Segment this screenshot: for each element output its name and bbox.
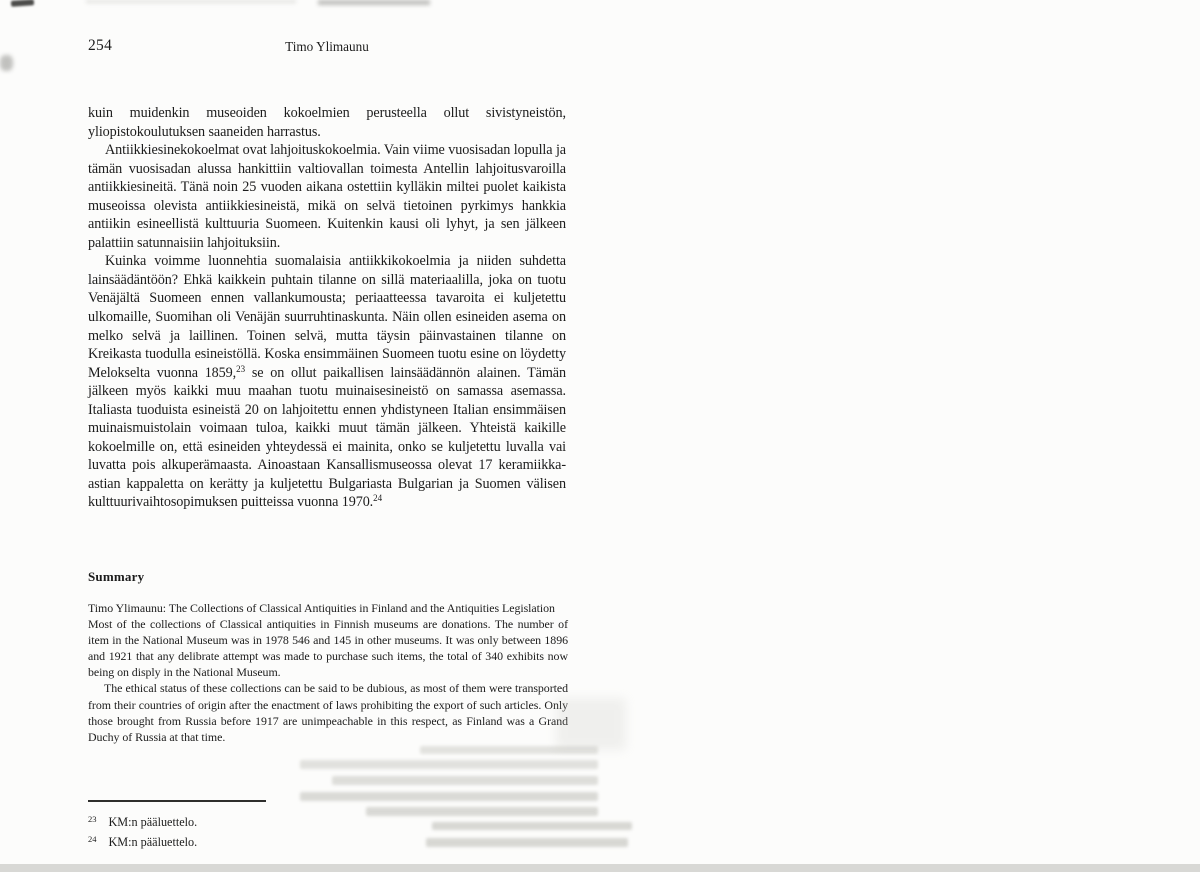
footnote-text: KM:n pääluettelo. bbox=[108, 815, 198, 829]
footnote bbox=[88, 811, 508, 831]
footnote-marker: 24 bbox=[88, 834, 97, 845]
footnote-text: KM:n pääluettelo. bbox=[108, 835, 198, 850]
paragraph-segment: Kuinka voimme luonnehtia suomalaisia antiikkikokoelmia ja niiden suhdetta lainsäädäntöön? Ehkä kaikkein puhtain tilanne on sillä materiaalilla, joka on tuotu Venäjältä Suomeen ennen vallankumousta; periaatteessa tavaroita ei kuljetettu ulkomaille, Suomihan oli Venäjän suurruhtinaskunta. Näin ollen esineiden asema on melko selvä ja laillinen. Toinen selvä, mutta täysin päinvastainen tilanne on Kreikasta tuodulla esineistöllä. Koska ensimmäinen Suomeen tuotu esine on löydetty Melokselta vuonna 1859, bbox=[88, 253, 566, 381]
summary-paragraph: Most of the collections of Classical antiquities in Finnish museums are donations. The number of item in the National Museum was in 1978 546 and 145 in other museums. It was only between 1896 and 1921 that any delibrate attempt was made to purchase such items, the total of 340 exhibits now being on disply in the National Museum. bbox=[88, 617, 568, 680]
summary-section bbox=[88, 600, 568, 745]
footnotes bbox=[88, 811, 508, 851]
scan-smudge bbox=[11, 0, 34, 7]
body-text bbox=[88, 104, 566, 512]
scan-smudge bbox=[318, 0, 430, 5]
paragraph-continuation: kuin muidenkin museoiden kokoelmien perusteella ollut sivistyneistön, yliopistokoulutuksen saaneiden harrastus. bbox=[88, 105, 566, 140]
summary-heading: Summary bbox=[88, 569, 145, 584]
footnote-ref-23: 23 bbox=[236, 363, 246, 374]
running-head-author: Timo Ylimaunu bbox=[285, 39, 369, 54]
bleed-through-smudge bbox=[420, 746, 598, 754]
page-number: 254 bbox=[88, 37, 113, 54]
scan-smudge bbox=[86, 0, 296, 3]
bleed-through-smudge bbox=[332, 776, 598, 785]
scan-smudge bbox=[0, 55, 13, 71]
bleed-through-smudge bbox=[300, 792, 598, 801]
footnote-rule bbox=[88, 800, 266, 802]
bleed-through-smudge bbox=[300, 760, 598, 769]
paragraph: Antiikkiesinekokoelmat ovat lahjoituskokoelmia. Vain viime vuosisadan lopulla ja tämän vuosisadan alussa hankittiin valtiovallan toimesta Antellin lahjoitusvaroilla antiikkiesineitä. Tänä noin 25 vuoden aikana ostettiin kylläkin miltei puolet kaikista museoissa olevista antiikkiesineistä, mikä on selvä tietoinen pyrkimys hankkia antiikin esineellistä kulttuuria Suomeen. Kuitenkin kausi oli lyhyt, ja sen jälkeen palattiin satunnaisiin lahjoituksiin. bbox=[88, 142, 566, 251]
running-header bbox=[88, 37, 566, 57]
paragraph bbox=[88, 252, 566, 512]
summary-paragraph: The ethical status of these collections can be said to be dubious, as most of them were transported from their countries of origin after the enactment of laws prohibiting the export of such articles. Only those brought from Russia before 1917 are unimpeachable in this respect, as Finland was a Grand Duchy of Russia at that time. bbox=[88, 681, 568, 744]
footnote-ref-24: 24 bbox=[373, 493, 383, 504]
footnote-marker: 23 bbox=[88, 814, 97, 824]
scan-edge-band bbox=[0, 864, 1200, 872]
summary-title: Timo Ylimaunu: The Collections of Classical Antiquities in Finland and the Antiquities Legislation bbox=[88, 601, 555, 615]
footnote bbox=[88, 831, 508, 851]
paragraph-segment: se on ollut paikallisen lainsäädännön alainen. Tämän jälkeen myös kaikki muu maahan tuotu muinaisesineistö on samassa asemassa. Italiasta tuoduista esineistä 20 on lahjoitettu ennen yhdistyneen Italian ensimmäisen muinaismuistolain voimaan tuloa, kaikki muut tämän jälkeen. Yhteistä kaikille kokoelmille on, että esineiden yhteydessä ei mainita, onko se kuljetettu luvalla vai luvatta pois alkuperämaasta. Ainoastaan Kansallismuseossa olevat 17 keramiikka-astian kappaletta on kerätty ja kuljetettu Bulgariasta Bulgarian ja Suomen välisen kulttuurivaihtosopimuksen puitteissa vuonna 1970. bbox=[88, 364, 566, 511]
